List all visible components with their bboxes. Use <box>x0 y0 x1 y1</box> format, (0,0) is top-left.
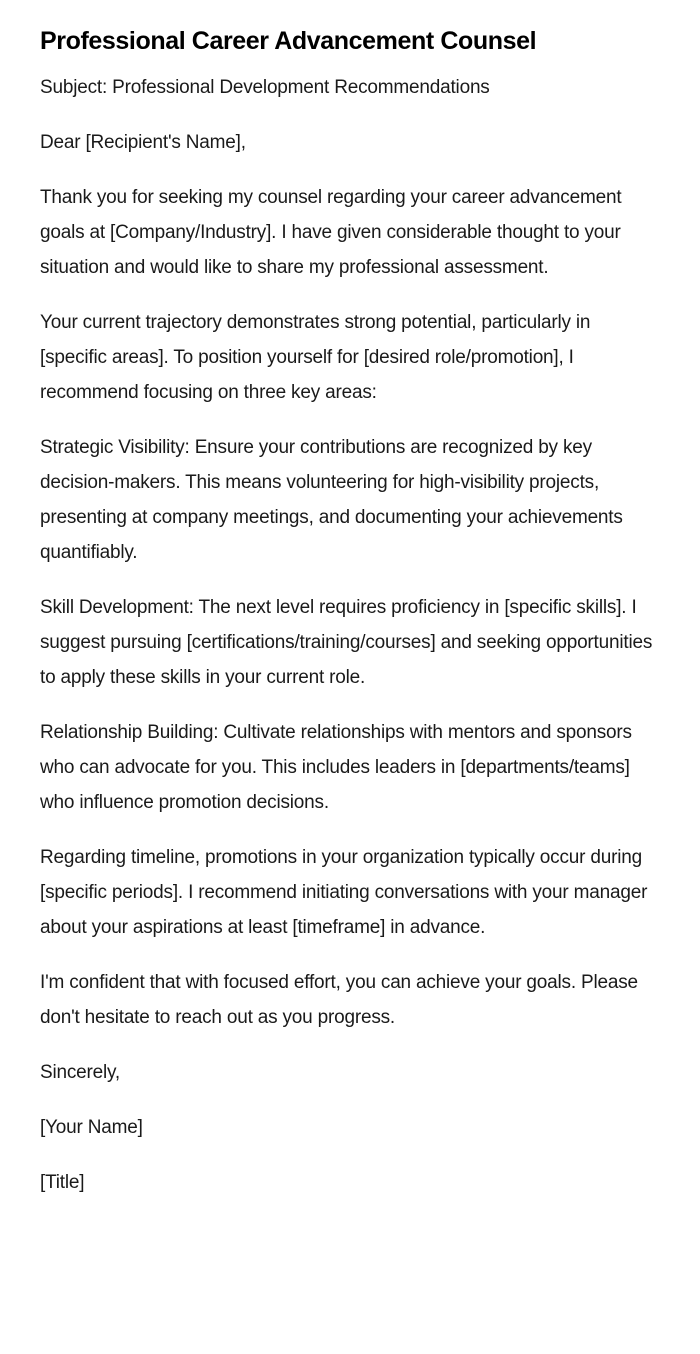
subject-line: Subject: Professional Development Recommendations <box>40 77 490 98</box>
signature-name: [Your Name] <box>40 1117 143 1138</box>
intro-paragraph: Thank you for seeking my counsel regarding your career advancement goals at [Company/Industry]. I have given considerable thought to your situation and would like to share my professional assessment. <box>40 187 622 278</box>
closing-salutation: Sincerely, <box>40 1062 121 1083</box>
trajectory-paragraph: Your current trajectory demonstrates strong potential, particularly in [specific areas]. To position yourself for [desired role/promotion], I recommend focusing on three key areas: <box>40 312 591 403</box>
strategic-visibility-paragraph: Strategic Visibility: Ensure your contributions are recognized by key decision-makers. This means volunteering for high-visibility projects, presenting at company meetings, and documenting your achievements quantifiably. <box>40 437 623 563</box>
relationship-building-paragraph: Relationship Building: Cultivate relationships with mentors and sponsors who can advocate for you. This includes leaders in [departments/teams] who influence promotion decisions. <box>40 722 632 813</box>
closing-paragraph: I'm confident that with focused effort, you can achieve your goals. Please don't hesitate to reach out as you progress. <box>40 972 638 1028</box>
skill-development-paragraph: Skill Development: The next level requires proficiency in [specific skills]. I suggest pursuing [certifications/training/courses] and seeking opportunities to apply these skills in your current role. <box>40 597 653 688</box>
signature-title: [Title] <box>40 1172 85 1193</box>
document-title: Professional Career Advancement Counsel <box>40 27 537 55</box>
timeline-paragraph: Regarding timeline, promotions in your organization typically occur during [specific periods]. I recommend initiating conversations with your manager about your aspirations at least [timeframe] in advance. <box>40 847 648 938</box>
salutation: Dear [Recipient's Name], <box>40 132 246 153</box>
